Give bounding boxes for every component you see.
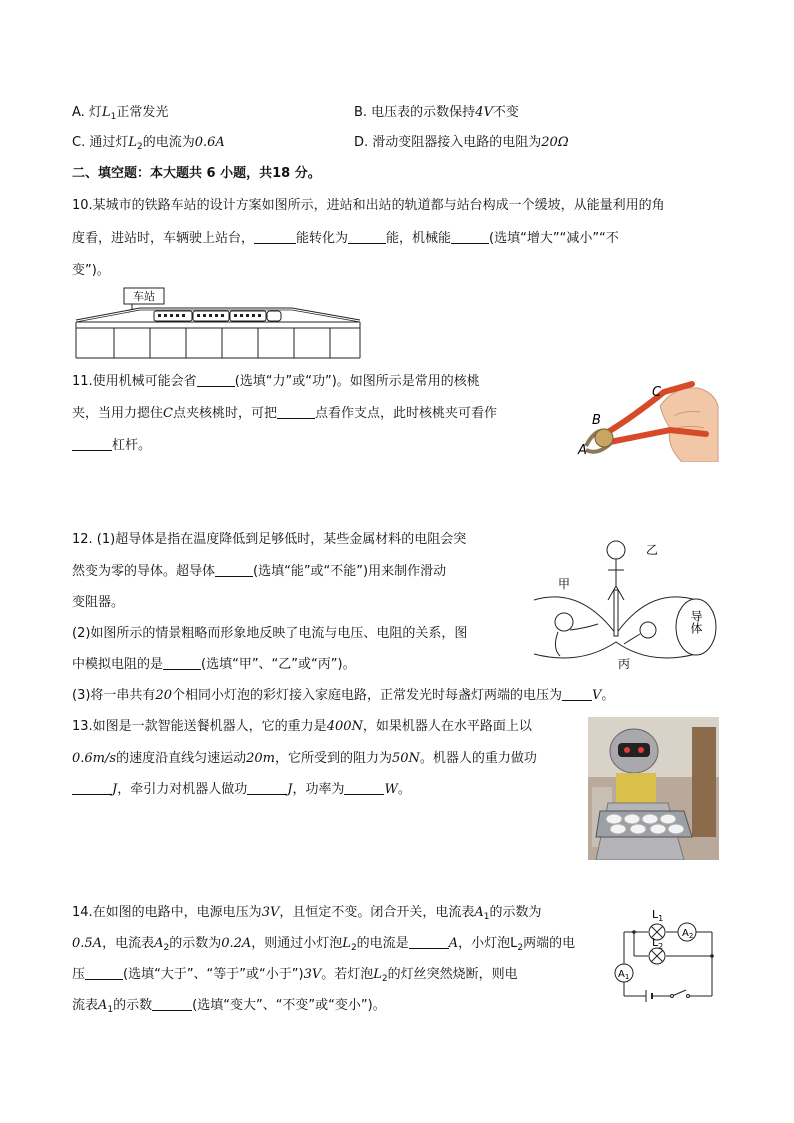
- answer-blank[interactable]: [247, 780, 287, 795]
- label-b: B: [592, 413, 601, 428]
- label-conductor: 导体: [689, 610, 703, 634]
- label-jia: 甲: [557, 577, 571, 591]
- figure-jia-icon: [555, 613, 573, 631]
- ammeter-a2-icon: [678, 923, 696, 941]
- answer-blank[interactable]: [451, 229, 489, 244]
- q10-line-1: 10.某城市的铁路车站的设计方案如图所示，进站和出站的轨道都与站台构成一个缓坡，从能量利用的角: [72, 198, 665, 213]
- answer-blank[interactable]: [72, 780, 112, 795]
- q14-line-2: 0.5A，电流表$A_2$的示数为0.2A，则通过小灯泡$L_2$的电流是 A，小灯泡$L_2$两端的电: [72, 936, 576, 953]
- walnut-icon: [595, 429, 613, 447]
- svg-text:A1: $A_1$: [618, 969, 630, 981]
- q11-line-3: 杠杆。: [72, 436, 151, 456]
- option-a: A. 灯$L_1$正常发光: [72, 105, 169, 122]
- answer-blank[interactable]: [152, 996, 192, 1011]
- label-bing: 丙: [617, 657, 631, 670]
- q12-line-4: (2)如图所示的情景粗略而形象地反映了电流与电压、电阻的关系，图: [72, 626, 468, 641]
- q14-line-4: 流表$A_1$的示数 (选填“变大”、“不变”或“变小”)。: [72, 998, 386, 1015]
- q10-line-3: 变”)。: [72, 263, 110, 278]
- q10-line-2: 度看，进站时，车辆驶上站台， 能转化为 能，机械能 (选填“增大”“减小”“不: [72, 231, 619, 246]
- figure-bing-icon: [640, 622, 656, 638]
- label-l1: $L_1$: [652, 908, 664, 923]
- figure-yi-icon: [607, 541, 625, 559]
- q12-line-3: 变阻器。: [72, 595, 125, 610]
- answer-blank[interactable]: [348, 229, 386, 244]
- answer-blank[interactable]: [344, 780, 384, 795]
- q12-line-1: 12. (1)超导体是指在温度降低到足够低时，某些金属材料的电阻会突: [72, 532, 467, 547]
- robot-photo: [588, 717, 719, 860]
- answer-blank[interactable]: [197, 372, 235, 387]
- q14-line-1: 14.在如图的电路中，电源电压为3V，且恒定不变。闭合开关，电流表$A_1$的示数为: [72, 905, 542, 922]
- train-icon: [154, 311, 281, 321]
- answer-blank[interactable]: [72, 436, 112, 451]
- label-c: C: [652, 385, 662, 400]
- answer-blank[interactable]: [254, 229, 296, 244]
- option-b: B. 电压表的示数保持4V不变: [354, 105, 519, 120]
- q11-line-1: 11.使用机械可能会省 (选填“力”或“功”)。如图所示是常用的核桃: [72, 374, 480, 389]
- q14-line-3: 压 (选填“大于”、“等于”或“小于”)3V。若灯泡$L_2$的灯丝突然烧断，则电: [72, 967, 518, 984]
- q13-line-1: 13.如图是一款智能送餐机器人，它的重力是400N，如果机器人在水平路面上以: [72, 719, 532, 734]
- label-yi: 乙: [645, 543, 659, 557]
- q13-line-3: J，牵引力对机器人做功 J，功率为 W。: [72, 780, 411, 800]
- circuit-diagram: [608, 902, 720, 1002]
- svg-text:A2: $A_2$: [682, 928, 694, 940]
- hand-icon: [660, 388, 718, 462]
- station-label: 车站: [133, 290, 155, 303]
- label-l2: $L_2$: [652, 936, 664, 951]
- q12-line-2: 然变为零的导体。超导体 (选填“能”或“不能”)用来制作滑动: [72, 564, 447, 579]
- q11-line-2: 夹，当用力摁住C点夹核桃时，可把 点看作支点，此时核桃夹可看作: [72, 406, 497, 421]
- resistance-cartoon-figure: [530, 530, 720, 670]
- q12-line-6: (3)将一串共有20个相同小灯泡的彩灯接入家庭电路，正常发光时每盏灯两端的电压为 V。: [72, 688, 615, 703]
- station-figure: [70, 286, 366, 362]
- section-title: 二、填空题：本大题共 6 小题，共18 分。: [72, 166, 321, 181]
- option-a-text: A. 灯: [72, 105, 102, 120]
- answer-blank[interactable]: [163, 655, 201, 670]
- answer-blank[interactable]: [215, 562, 253, 577]
- answer-blank[interactable]: [409, 934, 449, 949]
- answer-blank[interactable]: [85, 965, 123, 980]
- ammeter-a1-icon: [615, 964, 633, 982]
- option-d: D. 滑动变阻器接入电路的电阻为20Ω: [354, 135, 569, 150]
- label-a: A: [578, 443, 587, 458]
- nutcracker-figure: [574, 376, 720, 462]
- answer-blank[interactable]: [562, 686, 592, 701]
- q12-line-5: 中模拟电阻的是 (选填“甲”、“乙”或“丙”)。: [72, 657, 356, 672]
- answer-blank[interactable]: [277, 404, 315, 419]
- q13-line-2: 0.6m/s的速度沿直线匀速运动20m，它所受到的阻力为50N。机器人的重力做功: [72, 751, 537, 766]
- option-c: C. 通过灯$L_2$的电流为0.6A: [72, 135, 225, 152]
